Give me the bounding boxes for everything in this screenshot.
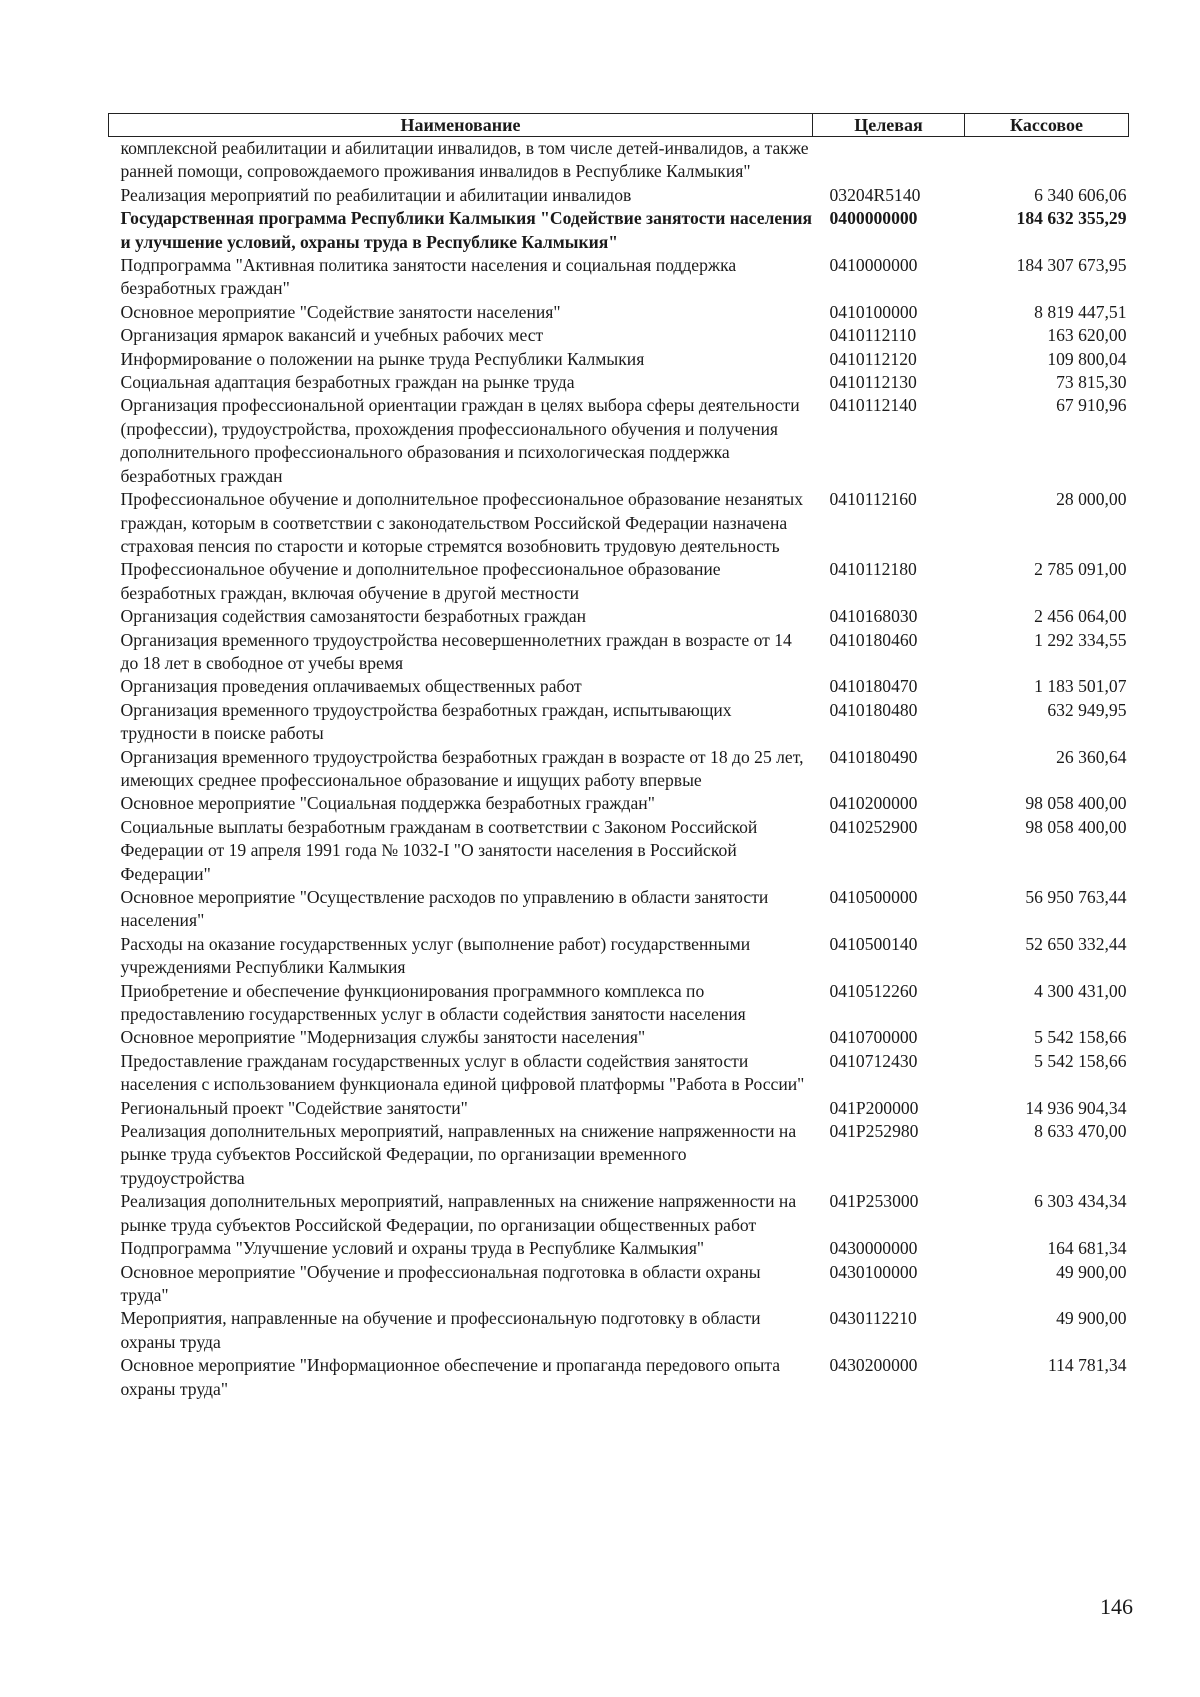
table-row xyxy=(109,1354,1129,1401)
row-name: Реализация мероприятий по реабилитации и абилитации инвалидов xyxy=(120,184,632,205)
row-amount: 2 785 091,00 xyxy=(1034,559,1127,580)
row-name: Социальная адаптация безработных граждан на рынке труда xyxy=(120,372,575,393)
row-code: 0410700000 xyxy=(829,1027,918,1048)
row-name: Организация проведения оплачиваемых общественных работ xyxy=(120,676,582,697)
row-code: 0410100000 xyxy=(829,301,918,322)
row-name: Организация временного трудоустройства несовершеннолетних граждан в возрасте от 14 до 18 лет в свободное от учебы время xyxy=(120,629,792,673)
row-name: Реализация дополнительных мероприятий, направленных на снижение напряженности на рынке труда субъектов Российской Федерации, по организации общественных работ xyxy=(120,1191,797,1235)
row-name: Реализация дополнительных мероприятий, направленных на снижение напряженности на рынке труда субъектов Российской Федерации, по организации временного трудоустройства xyxy=(120,1121,797,1188)
row-code: 03204R5140 xyxy=(829,184,921,205)
row-code: 0410112180 xyxy=(829,559,917,580)
table-row xyxy=(109,1050,1129,1097)
table-row xyxy=(109,207,1129,254)
row-code: 0410200000 xyxy=(829,793,918,814)
table-row xyxy=(109,137,1129,184)
row-name: комплексной реабилитации и абилитации инвалидов, в том числе детей-инвалидов, а также ранней помощи, сопровождаемого проживания инвалидов в Республике Калмыкия" xyxy=(120,138,809,182)
table-row xyxy=(109,324,1129,347)
row-name: Организация временного трудоустройства безработных граждан в возрасте от 18 до 25 лет, имеющих среднее профессиональное образование и ищущих работу впервые xyxy=(120,746,804,790)
row-amount: 28 000,00 xyxy=(1056,489,1127,510)
row-name: Приобретение и обеспечение функционирования программного комплекса по предоставлению государственных услуг в области содействия занятости населения xyxy=(120,980,746,1025)
row-code: 0410180490 xyxy=(829,746,918,767)
table-row xyxy=(109,1307,1129,1354)
table-row xyxy=(109,1120,1129,1190)
row-name: Основное мероприятие "Социальная поддержка безработных граждан" xyxy=(120,793,655,814)
row-name: Расходы на оказание государственных услуг (выполнение работ) государственными учреждениями Республики Калмыкия xyxy=(120,933,751,978)
row-amount: 5 542 158,66 xyxy=(1034,1027,1127,1048)
row-name: Профессиональное обучение и дополнительное профессиональное образование безработных граждан, включая обучение в другой местности xyxy=(120,559,721,603)
row-name: Предоставление гражданам государственных услуг в области содействия занятости населения с использованием функционала единой цифровой платформы "Работа в России" xyxy=(120,1050,805,1095)
row-name: Мероприятия, направленные на обучение и профессиональную подготовку в области охраны труда xyxy=(120,1308,761,1352)
row-code: 0410000000 xyxy=(829,255,918,276)
row-code: 0410712430 xyxy=(829,1050,918,1071)
table-body xyxy=(109,137,1129,1401)
page-number: 146 xyxy=(1100,1594,1133,1619)
row-amount: 163 620,00 xyxy=(1047,325,1127,346)
row-name: Основное мероприятие "Содействие занятости населения" xyxy=(120,301,561,322)
row-amount: 26 360,64 xyxy=(1056,746,1127,767)
row-amount: 67 910,96 xyxy=(1056,395,1127,416)
table-row xyxy=(109,629,1129,676)
row-amount: 184 307 673,95 xyxy=(1016,255,1127,276)
table-row xyxy=(109,371,1129,394)
row-name: Организация профессиональной ориентации граждан в целях выбора сферы деятельности (профессии), трудоустройства, прохождения профессионального обучения и получения дополнительного профессионального образования и психологическая поддержка безработных граждан xyxy=(120,395,800,486)
row-amount: 73 815,30 xyxy=(1056,372,1127,393)
table-row xyxy=(109,605,1129,628)
row-amount: 184 632 355,29 xyxy=(1016,208,1127,229)
row-code: 0430000000 xyxy=(829,1238,918,1259)
row-amount: 14 936 904,34 xyxy=(1025,1097,1127,1118)
row-name: Подпрограмма "Улучшение условий и охраны труда в Республике Калмыкия" xyxy=(120,1238,705,1259)
row-code: 0430100000 xyxy=(829,1261,918,1282)
row-code xyxy=(813,137,965,184)
row-name: Подпрограмма "Активная политика занятости населения и социальная поддержка безработных граждан" xyxy=(120,255,737,299)
row-amount: 6 340 606,06 xyxy=(1034,184,1127,205)
row-amount: 1 183 501,07 xyxy=(1034,676,1127,697)
header-amount: Кассовое xyxy=(965,114,1129,137)
table-row xyxy=(109,301,1129,324)
row-amount: 8 633 470,00 xyxy=(1034,1121,1127,1142)
row-code: 0410500140 xyxy=(829,933,918,954)
row-name: Основное мероприятие "Обучение и профессиональная подготовка в области охраны труда" xyxy=(120,1261,761,1305)
row-name: Организация ярмарок вакансий и учебных рабочих мест xyxy=(120,325,544,346)
table-row xyxy=(109,933,1129,980)
row-code: 0410512260 xyxy=(829,980,918,1001)
header-name: Наименование xyxy=(109,114,813,137)
table-row xyxy=(109,1097,1129,1120)
row-code: 0410180470 xyxy=(829,676,918,697)
row-amount: 2 456 064,00 xyxy=(1034,606,1127,627)
table-row xyxy=(109,184,1129,207)
row-amount: 8 819 447,51 xyxy=(1034,301,1127,322)
row-amount xyxy=(965,137,1129,184)
row-amount: 5 542 158,66 xyxy=(1034,1050,1127,1071)
row-code: 0410252900 xyxy=(829,816,918,837)
table-row xyxy=(109,348,1129,371)
row-code: 041P253000 xyxy=(829,1191,919,1212)
row-code: 0410500000 xyxy=(829,887,918,907)
row-code: 0410168030 xyxy=(829,606,918,627)
row-code: 0410112140 xyxy=(829,395,917,416)
table-row xyxy=(109,394,1129,488)
row-code: 041P252980 xyxy=(829,1121,919,1142)
header-code: Целевая xyxy=(813,114,965,137)
row-amount: 98 058 400,00 xyxy=(1025,816,1127,837)
row-amount: 1 292 334,55 xyxy=(1034,629,1127,650)
row-code: 0410180480 xyxy=(829,699,918,720)
table-row xyxy=(109,558,1129,605)
table-row xyxy=(109,675,1129,698)
table-row xyxy=(109,488,1129,558)
row-amount: 49 900,00 xyxy=(1056,1308,1127,1329)
row-name: Организация содействия самозанятости безработных граждан xyxy=(120,606,587,627)
row-name: Профессиональное обучение и дополнительное профессиональное образование незанятых граждан, которым в соответствии с законодательством Российской Федерации назначена страховая пенсия по старости и которые стремятся возобновить трудовую деятельность xyxy=(120,489,803,556)
row-amount: 632 949,95 xyxy=(1047,699,1127,720)
table-header-row xyxy=(109,114,1129,137)
row-code: 041P200000 xyxy=(829,1097,919,1118)
row-amount: 49 900,00 xyxy=(1056,1261,1127,1282)
document-page xyxy=(108,113,1128,1401)
row-code: 0410112110 xyxy=(829,325,917,346)
table-row xyxy=(109,886,1129,933)
row-code: 0410180460 xyxy=(829,629,918,650)
table-row xyxy=(109,1237,1129,1260)
table-row xyxy=(109,1190,1129,1237)
table-row xyxy=(109,1026,1129,1049)
row-name: Основное мероприятие "Модернизация службы занятости населения" xyxy=(120,1027,646,1048)
row-name: Социальные выплаты безработным гражданам в соответствии с Законом Российской Федерации от 19 апреля 1991 года № 1032-I "О занятости населения в Российской Федерации" xyxy=(120,816,758,884)
budget-table xyxy=(108,113,1129,1401)
row-name: Региональный проект "Содействие занятости" xyxy=(120,1097,468,1118)
row-name: Организация временного трудоустройства безработных граждан, испытывающих трудности в поиске работы xyxy=(120,699,732,744)
table-row xyxy=(109,254,1129,301)
table-row xyxy=(109,816,1129,886)
row-amount: 98 058 400,00 xyxy=(1025,793,1127,814)
table-row xyxy=(109,980,1129,1027)
row-amount: 109 800,04 xyxy=(1047,348,1127,369)
row-name: Основное мероприятие "Осуществление расходов по управлению в области занятости населения" xyxy=(120,887,769,931)
row-code: 0410112120 xyxy=(829,348,917,369)
row-code: 0430112210 xyxy=(829,1308,917,1329)
row-amount: 56 950 763,44 xyxy=(1025,887,1127,907)
row-code: 0410112130 xyxy=(829,372,917,393)
row-amount: 6 303 434,34 xyxy=(1034,1191,1127,1212)
row-code: 0400000000 xyxy=(829,208,918,229)
row-amount: 4 300 431,00 xyxy=(1034,980,1127,1001)
table-row xyxy=(109,746,1129,793)
row-name: Основное мероприятие "Информационное обеспечение и пропаганда передового опыта охраны труда" xyxy=(120,1355,781,1399)
table-row xyxy=(109,1261,1129,1308)
row-name: Информирование о положении на рынке труда Республики Калмыкия xyxy=(120,348,645,369)
row-amount: 164 681,34 xyxy=(1047,1238,1127,1259)
row-amount: 114 781,34 xyxy=(1047,1355,1127,1376)
row-code: 0410112160 xyxy=(829,489,917,510)
table-row xyxy=(109,699,1129,746)
row-name: Государственная программа Республики Калмыкия "Содействие занятости населения и улучшение условий, охраны труда в Республике Калмыкия" xyxy=(120,208,812,252)
row-amount: 52 650 332,44 xyxy=(1025,933,1127,954)
table-row xyxy=(109,792,1129,815)
row-code: 0430200000 xyxy=(829,1355,918,1376)
